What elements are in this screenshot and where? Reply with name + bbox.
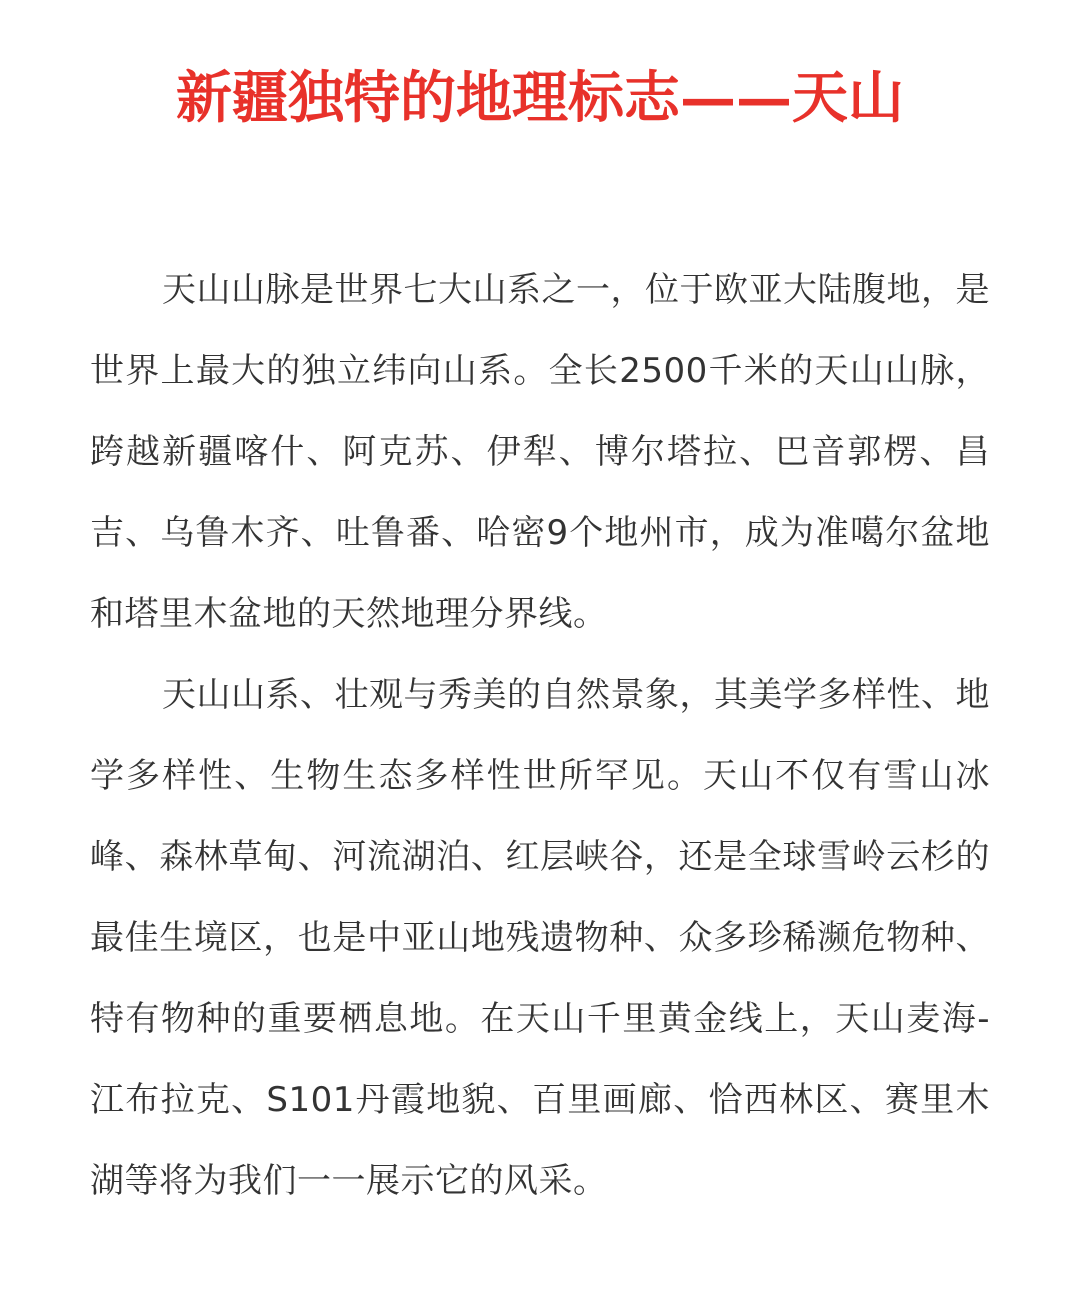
paragraph-1: 天山山脉是世界七大山系之一，位于欧亚大陆腹地，是世界上最大的独立纬向山系。全长2500千米的天山山脉，跨越新疆喀什、阿克苏、伊犁、博尔塔拉、巴音郭楞、昌吉、乌鲁木齐、吐鲁番、哈密9个地州市，成为准噶尔盆地和塔里木盆地的天然地理分界线。 bbox=[90, 270, 990, 634]
article-title: 新疆独特的地理标志——天山 bbox=[176, 65, 904, 131]
paragraph-2: 天山山系、壮观与秀美的自然景象，其美学多样性、地学多样性、生物生态多样性世所罕见。天山不仅有雪山冰峰、森林草甸、河流湖泊、红层峡谷，还是全球雪岭云杉的最佳生境区，也是中亚山地残遗物种、众多珍稀濒危物种、特有物种的重要栖息地。在天山千里黄金线上，天山麦海-江布拉克、S101丹霞地貌、百里画廊、恰西林区、赛里木湖等将为我们一一展示它的风采。 bbox=[90, 675, 990, 1201]
article-body bbox=[90, 250, 990, 1222]
